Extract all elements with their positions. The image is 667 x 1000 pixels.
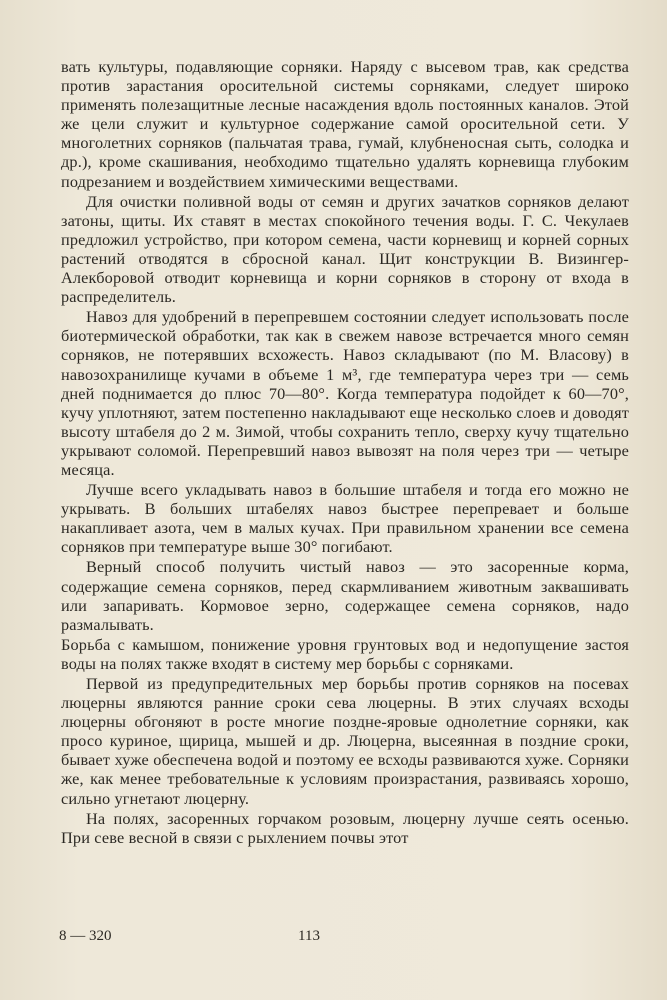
page-body [61, 57, 629, 847]
paragraph-4: Лучше всего укладывать навоз в большие штабеля и тогда его можно не укрывать. В больших штабелях навоз быстрее перепревает и больше накапливает азота, чем в малых кучах. При правильном хранении все семена сорняков при температуре выше 30° погибают. [61, 480, 629, 557]
paragraph-1: вать культуры, подавляющие сорняки. Наряду с высевом трав, как средства против зарастания оросительной системы сорняками, следует широко применять полезащитные лесные насаждения вдоль постоянных каналов. Этой же цели служит и культурное содержание самой оросительной сети. У многолетних сорняков (пальчатая трава, гумай, клубненосная сыть, солодка и др.), кроме скашивания, необходимо тщательно удалять корневища глубоким подрезанием и воздействием химическими веществами. [61, 57, 629, 191]
paragraph-2: Для очистки поливной воды от семян и других зачатков сорняков делают затоны, щиты. Их ставят в местах спокойного течения воды. Г. С. Чекулаев предложил устройство, при котором семена, части корневищ и корней сорных растений отводятся в сбросной канал. Щит конструкции В. Визингер-Алекборовой отводит корневища и корни сорняков в сторону от входа в распределитель. [61, 191, 629, 307]
paragraph-7: Первой из предупредительных мер борьбы против сорняков на посевах люцерны являются ранние сроки сева люцерны. В этих случаях всходы люцерны обгоняют в росте многие поздне-яровые однолетние сорняки, как просо куриное, щирица, мышей и др. Люцерна, высеянная в поздние сроки, бывает хуже обеспечена водой и поэтому ее всходы развиваются хуже. Сорняки же, как менее требовательные к условиям произрастания, развиваясь хорошо, сильно угнетают люцерну. [61, 674, 629, 808]
printer-signature-mark: 8 — 320 [59, 928, 112, 944]
paragraph-5: Верный способ получить чистый навоз — это засоренные корма, содержащие семена сорняков, перед скармливанием животным заквашивать или запаривать. Кормовое зерно, содержащее семена сорняков, надо размалывать. [61, 557, 629, 634]
paragraph-8: На полях, засоренных горчаком розовым, люцерну лучше сеять осенью. При севе весной в связи с рыхлением почвы этот [61, 808, 629, 847]
page-number: 113 [298, 928, 320, 944]
paragraph-6: Борьба с камышом, понижение уровня грунтовых вод и недопущение застоя воды на полях также входят в систему мер борьбы с сорняками. [61, 634, 629, 673]
paragraph-3: Навоз для удобрений в перепревшем состоянии следует использовать после биотермической обработки, так как в свежем навозе встречается много семян сорняков, не потерявших всхожесть. Навоз складывают (по М. Власову) в навозохранилище кучами в объеме 1 м³, где температура через три — семь дней поднимается до плюс 70—80°. Когда температура подойдет к 60—70°, кучу уплотняют, затем постепенно накладывают еще несколько слоев и доводят высоту штабеля до 2 м. Зимой, чтобы сохранить тепло, сверху кучу тщательно укрывают соломой. Перепревший навоз вывозят на поля через три — четыре месяца. [61, 307, 629, 479]
